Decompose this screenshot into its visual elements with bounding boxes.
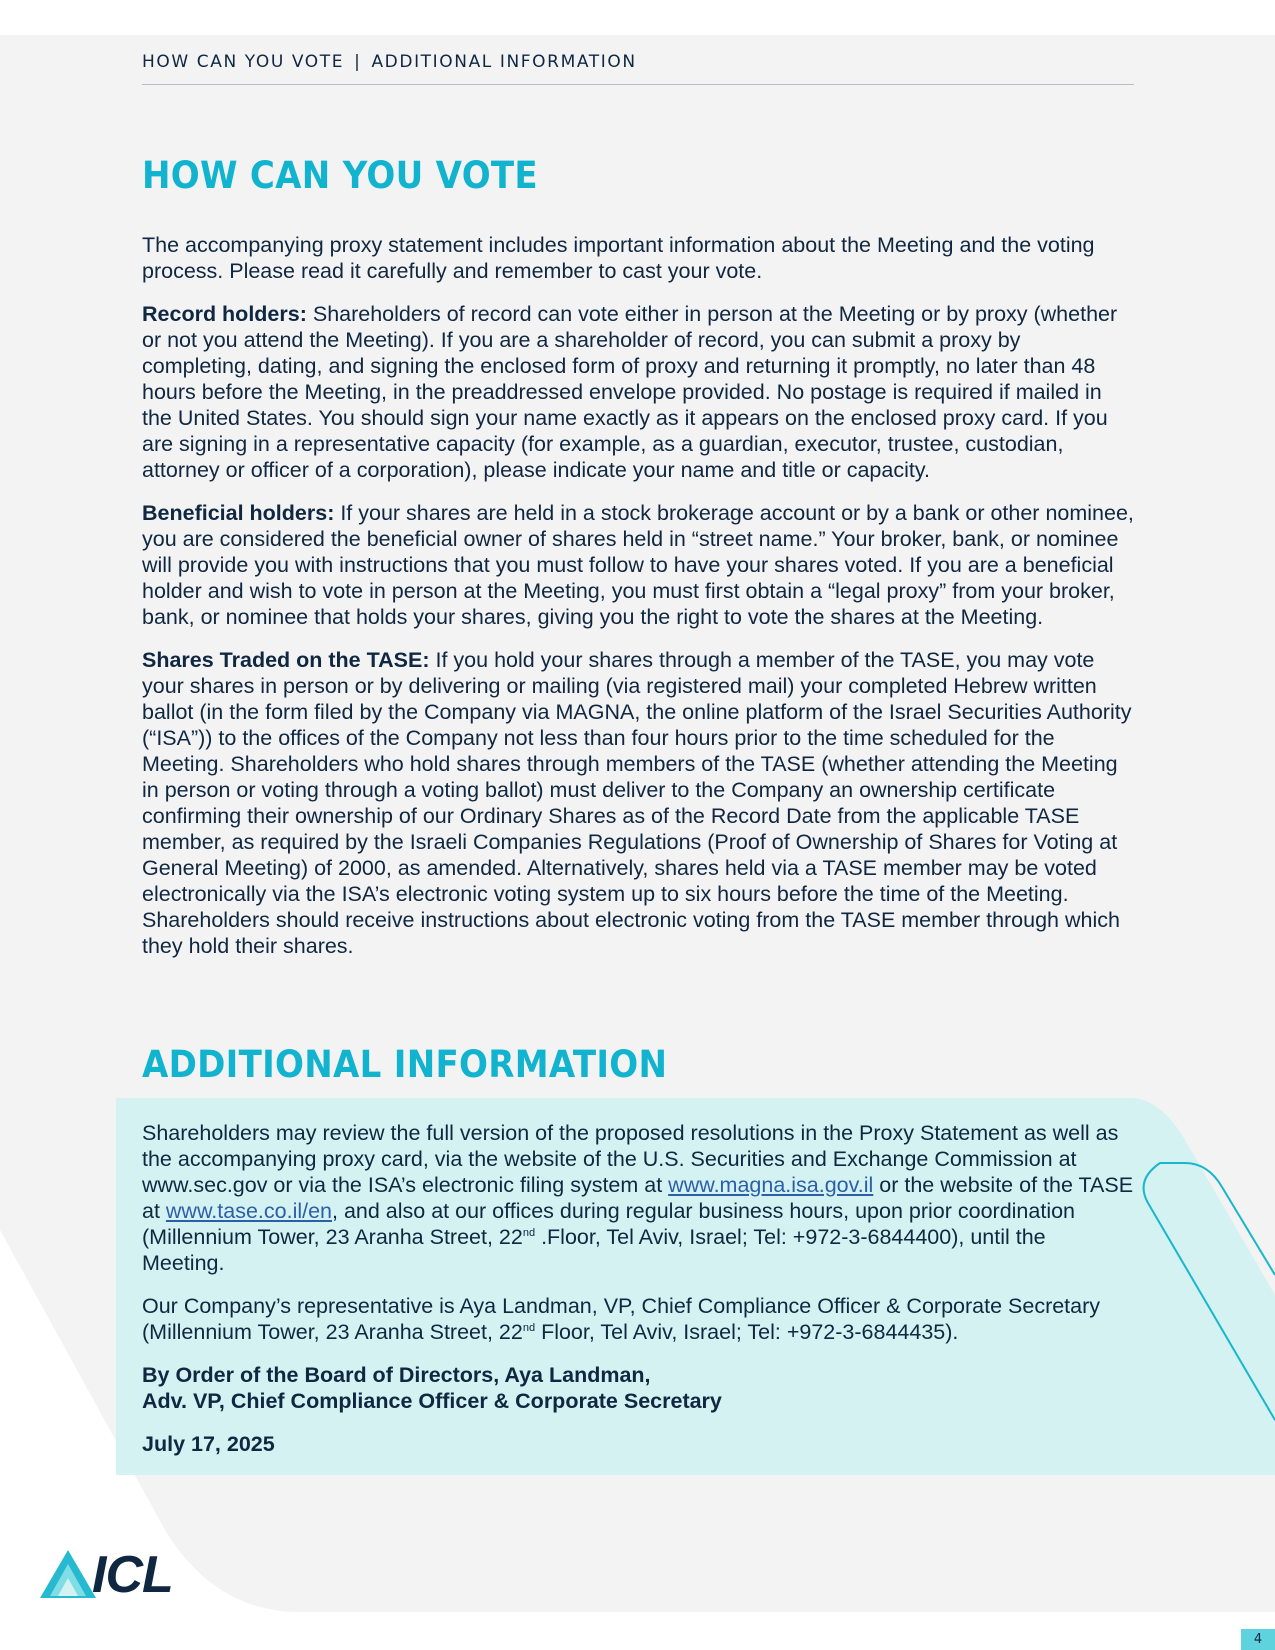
signature-date: July 17, 2025: [142, 1432, 275, 1456]
tase-label: Shares Traded on the TASE:: [142, 648, 430, 672]
running-header-left: HOW CAN YOU VOTE: [142, 52, 345, 72]
running-header-right: ADDITIONAL INFORMATION: [371, 52, 637, 72]
running-header: [142, 52, 1134, 85]
ordinal-suffix: nd: [522, 1226, 536, 1239]
intro-paragraph: The accompanying proxy statement includes important information about the Meeting and the voting process. Please read it carefully and remember to cast your vote.: [142, 233, 1095, 283]
record-holders-label: Record holders:: [142, 302, 307, 326]
review-text-3: , and also at our offices during regular business hours, upon prior coordination (Millennium Tower, 23 Aranha Street, 22: [142, 1199, 1076, 1249]
icl-logo-text: ICL: [92, 1546, 173, 1604]
additional-information-body: [142, 1120, 1134, 1474]
tase-link[interactable]: www.tase.co.il/en: [165, 1199, 333, 1223]
review-paragraph: [142, 1120, 1134, 1276]
review-text-4: .Floor, Tel Aviv, Israel; Tel: +972-3-6844400), until the Meeting.: [142, 1225, 1046, 1275]
beneficial-holders-label: Beneficial holders:: [142, 501, 335, 525]
review-text-2: or the website of the TASE at: [142, 1173, 1134, 1223]
beneficial-holders-text: If your shares are held in a stock brokerage account or by a bank or other nominee, you are considered the beneficial owner of shares held in “street name.” Your broker, bank, or nominee will provide you with instructions that you must follow to have your shares voted. If you are a beneficial holder and wish to vote in person at the Meeting, you must first obtain a “legal proxy” from your broker, bank, or nominee that holds your shares, giving you the right to vote the shares at the Meeting.: [142, 501, 1134, 629]
how-can-you-vote-body: [142, 232, 1134, 976]
tase-paragraph: [142, 647, 1134, 959]
signature-line-1: By Order of the Board of Directors, Aya Landman,: [142, 1363, 651, 1387]
icl-logo-icon: [40, 1548, 98, 1600]
record-holders-text: Shareholders of record can vote either in person at the Meeting or by proxy (whether or not you attend the Meeting). If you are a shareholder of record, you can submit a proxy by completing, dating, and signing the enclosed form of proxy and returning it promptly, no later than 48 hours before the Meeting, in the preaddressed envelope provided. No postage is required if mailed in the United States. You should sign your name exactly as it appears on the enclosed proxy card. If you are signing in a representative capacity (for example, as a guardian, executor, trustee, custodian, attorney or officer of a corporation), please indicate your name and title or capacity.: [142, 302, 1118, 482]
tase-text: If you hold your shares through a member of the TASE, you may vote your shares in person or by delivering or mailing (via registered mail) your completed Hebrew written ballot (in the form filed by the Company via MAGNA, the online platform of the Israel Securities Authority (“ISA”)) to the offices of the Company not less than four hours prior to the time scheduled for the Meeting. Shareholders who hold shares through members of the TASE (whether attending the Meeting in person or voting through a voting ballot) must deliver to the Company an ownership certificate confirming their ownership of our Ordinary Shares as of the Record Date from the applicable TASE member, as required by the Israeli Companies Regulations (Proof of Ownership of Shares for Voting at General Meeting) of 2000, as amended. Alternatively, shares held via a TASE member may be voted electronically via the ISA’s electronic voting system up to six hours before the time of the Meeting. Shareholders should receive instructions about electronic voting from the TASE member through which they hold their shares.: [142, 648, 1132, 958]
representative-text-2: Floor, Tel Aviv, Israel; Tel: +972-3-6844435).: [535, 1320, 959, 1344]
magna-link[interactable]: www.magna.isa.gov.il: [668, 1173, 874, 1197]
page-number: 4: [1241, 1629, 1275, 1650]
how-can-you-vote-title: HOW CAN YOU VOTE: [142, 154, 538, 197]
beneficial-holders-paragraph: [142, 500, 1134, 630]
representative-text-1: Our Company’s representative is Aya Landman, VP, Chief Compliance Officer & Corporate Secretary (Millennium Tower, 23 Aranha Street, 22: [142, 1294, 1101, 1344]
signature-block: [142, 1362, 1134, 1414]
signature-line-2: Adv. VP, Chief Compliance Officer & Corporate Secretary: [142, 1389, 722, 1413]
record-holders-paragraph: [142, 301, 1134, 483]
ordinal-suffix: nd: [522, 1321, 536, 1334]
running-header-separator: |: [354, 52, 362, 72]
additional-information-title: ADDITIONAL INFORMATION: [142, 1043, 668, 1086]
review-text-1: Shareholders may review the full version of the proposed resolutions in the Proxy Statement as well as the accompanying proxy card, via the website of the U.S. Securities and Exchange Commission at www.sec.gov or via the ISA’s electronic filing system at: [142, 1121, 1119, 1197]
representative-paragraph: [142, 1293, 1134, 1345]
